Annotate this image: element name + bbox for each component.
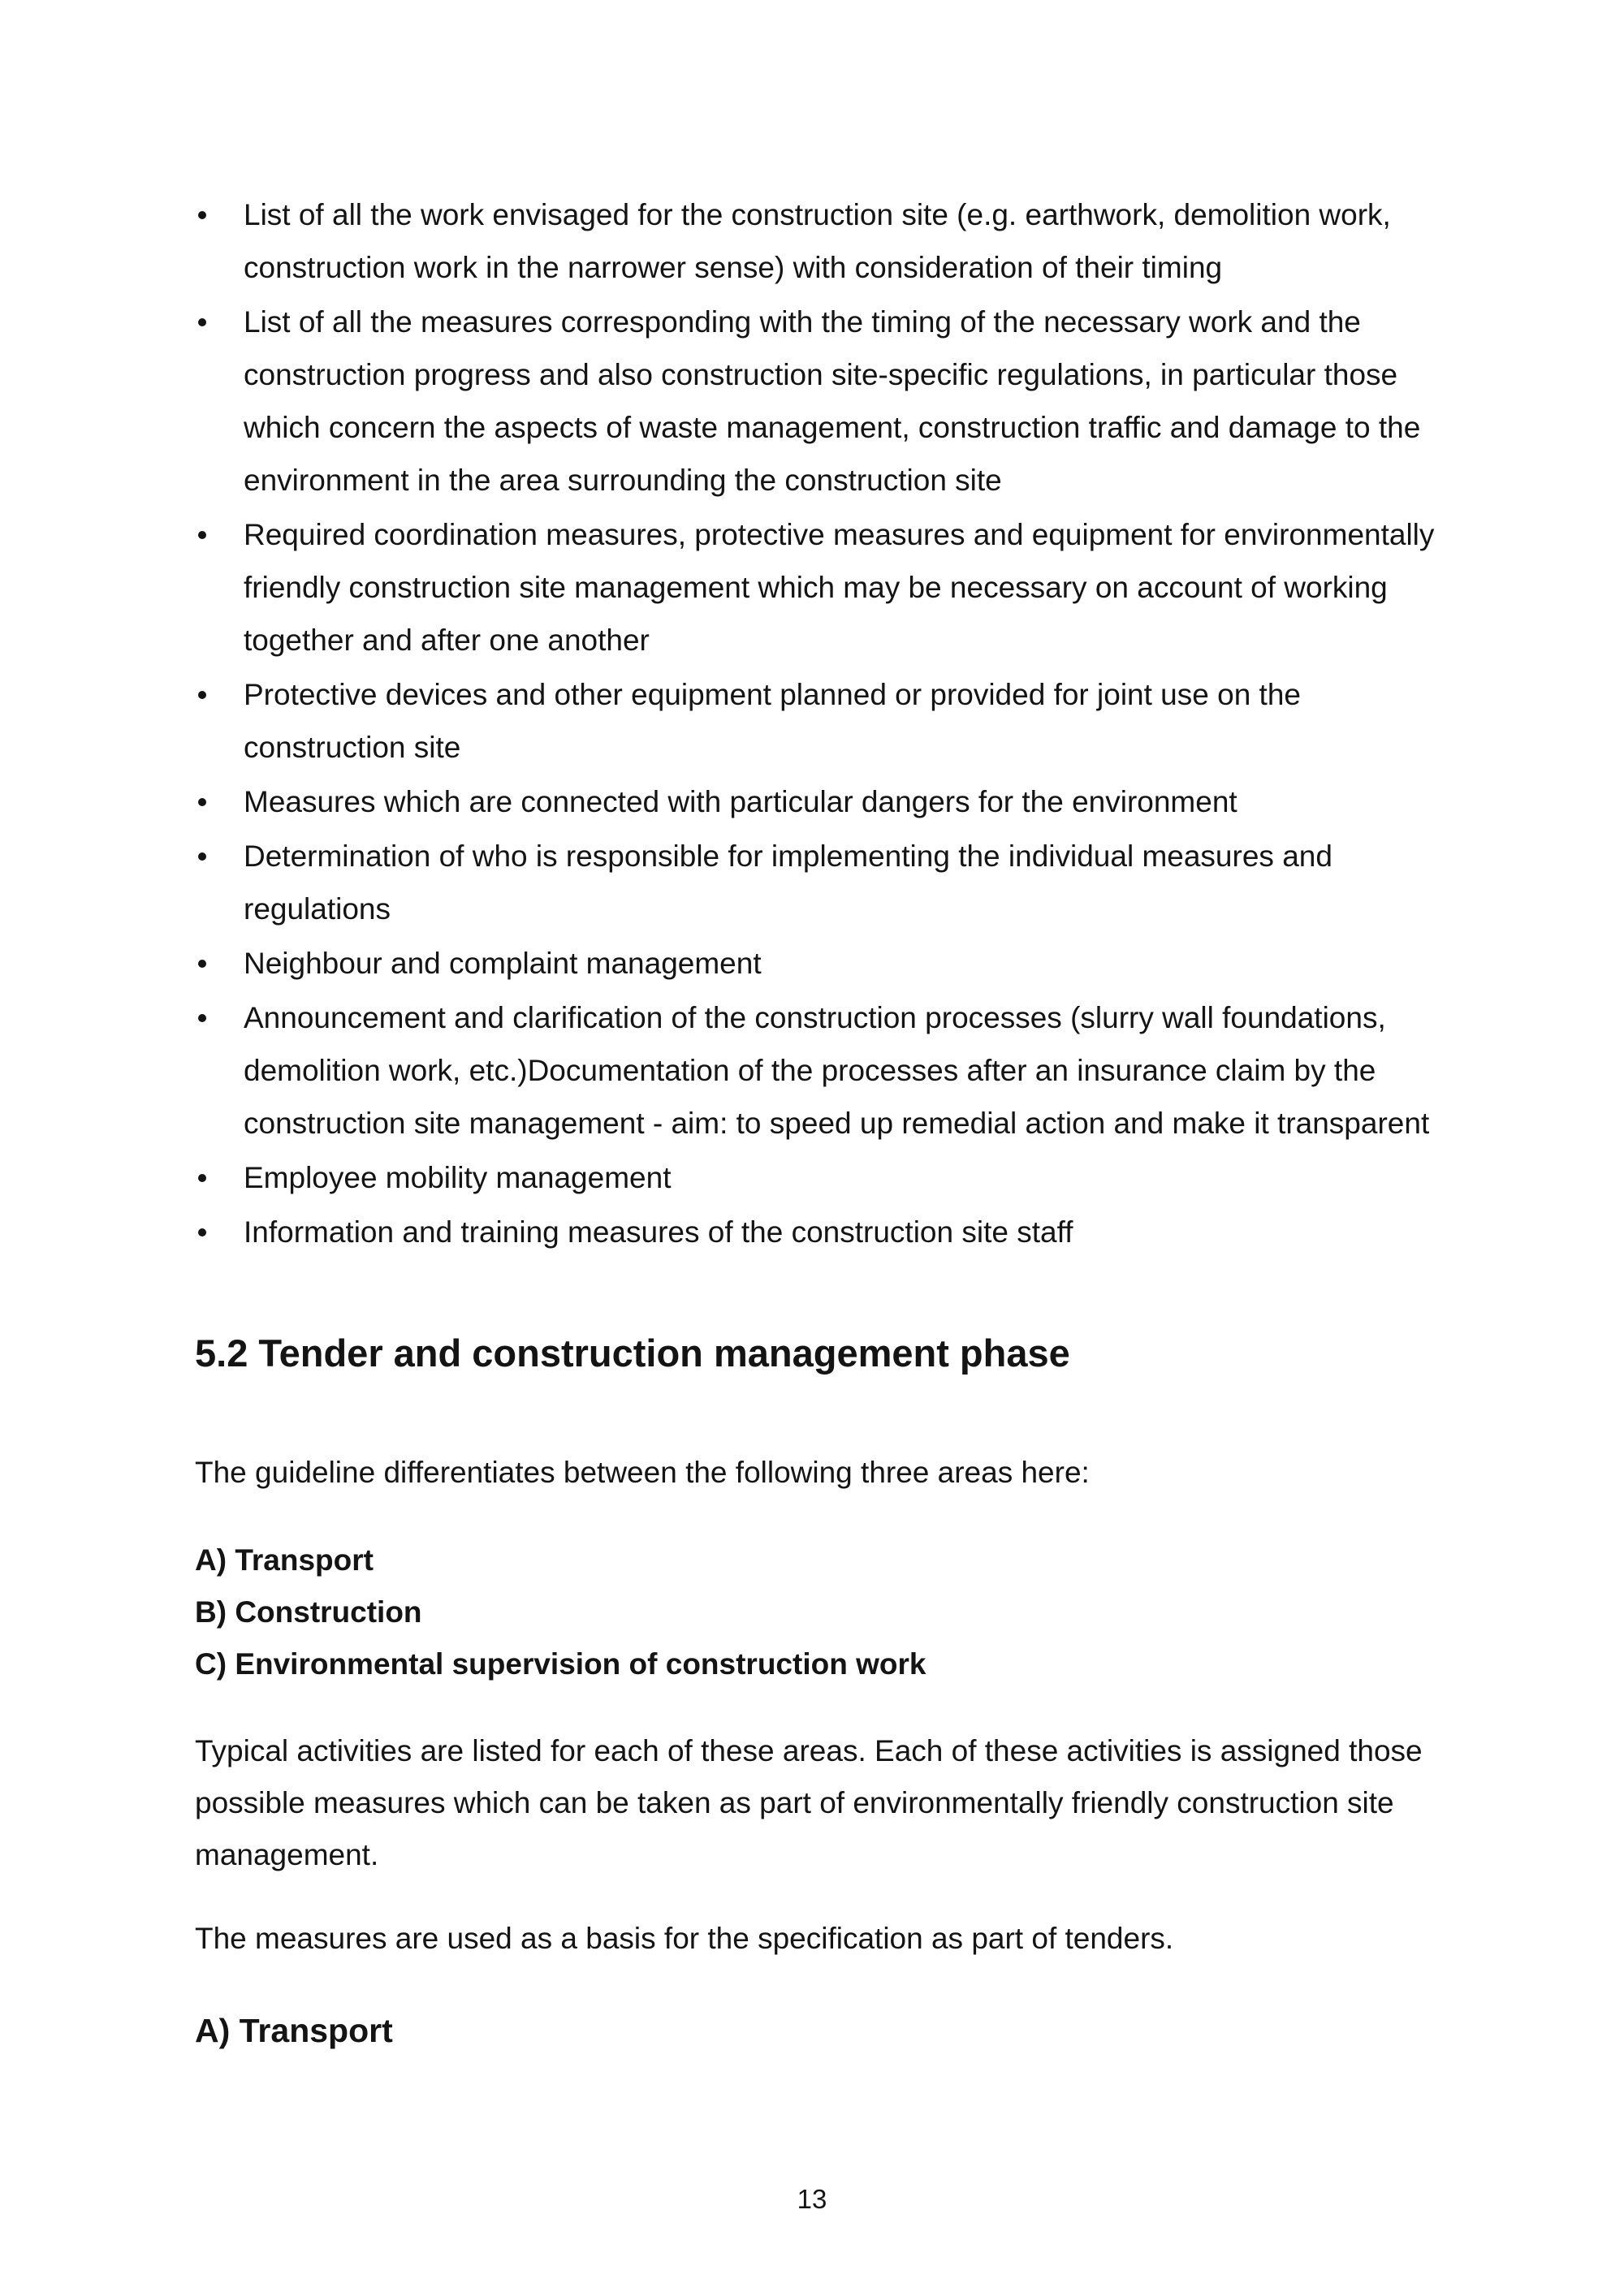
list-item-text: List of all the measures corresponding with the timing of the necessary work and the construction progress and also construction site-specific regulations, in particular those which concern the aspects of waste management, construction traffic and damage to the environment in the area surrounding the construction site	[244, 305, 1421, 497]
list-item	[195, 668, 1462, 774]
list-item-text: Announcement and clarification of the construction processes (slurry wall foundations, demolition work, etc.)Documentation of the processes after an insurance claim by the construction site management - aim: to speed up remedial action and make it transparent	[244, 1001, 1430, 1140]
area-item-environmental-supervision: C) Environmental supervision of construction work	[195, 1647, 926, 1681]
area-item-transport: A) Transport	[195, 1543, 374, 1577]
bullet-dot-icon	[198, 1228, 206, 1236]
list-item-text: Measures which are connected with particular dangers for the environment	[244, 785, 1237, 818]
list-item-text: Determination of who is responsible for implementing the individual measures and regulations	[244, 839, 1332, 926]
bullet-dot-icon	[198, 798, 206, 806]
list-item	[195, 937, 1462, 990]
list-item-text: Required coordination measures, protective measures and equipment for environmentally friendly construction site management which may be necessary on account of working together and after one another	[244, 518, 1435, 657]
list-item-text: Neighbour and complaint management	[244, 947, 762, 980]
bullet-dot-icon	[198, 318, 206, 326]
typical-activities-paragraph: Typical activities are listed for each of these areas. Each of these activities is assigned those possible measures which can be taken as part of environmentally friendly construction site management.	[195, 1734, 1423, 1871]
list-item	[195, 508, 1462, 667]
intro-paragraph: The guideline differentiates between the following three areas here:	[195, 1456, 1090, 1489]
list-item	[195, 1151, 1462, 1204]
list-item	[195, 775, 1462, 828]
list-item	[195, 296, 1462, 507]
bullet-dot-icon	[198, 211, 206, 219]
bullet-dot-icon	[198, 852, 206, 861]
subsection-heading-transport: A) Transport	[195, 2012, 393, 2049]
section-heading: 5.2 Tender and construction management phase	[195, 1331, 1070, 1375]
bullet-dot-icon	[198, 691, 206, 699]
list-item	[195, 188, 1462, 294]
list-item-text: List of all the work envisaged for the construction site (e.g. earthwork, demolition work, construction work in the narrower sense) with consideration of their timing	[244, 198, 1391, 284]
requirements-bullet-list	[195, 188, 1462, 1260]
list-item-text: Employee mobility management	[244, 1161, 672, 1194]
page-number: 13	[797, 2184, 827, 2214]
measures-paragraph: The measures are used as a basis for the specification as part of tenders.	[195, 1922, 1174, 1955]
bullet-dot-icon	[198, 960, 206, 968]
list-item-text: Protective devices and other equipment planned or provided for joint use on the construction site	[244, 678, 1301, 764]
list-item-text: Information and training measures of the construction site staff	[244, 1215, 1073, 1249]
list-item	[195, 991, 1462, 1150]
areas-list	[195, 1534, 926, 1690]
bullet-dot-icon	[198, 1014, 206, 1022]
area-item-construction: B) Construction	[195, 1595, 422, 1629]
list-item	[195, 830, 1462, 935]
bullet-dot-icon	[198, 531, 206, 539]
list-item	[195, 1206, 1462, 1258]
bullet-dot-icon	[198, 1174, 206, 1182]
